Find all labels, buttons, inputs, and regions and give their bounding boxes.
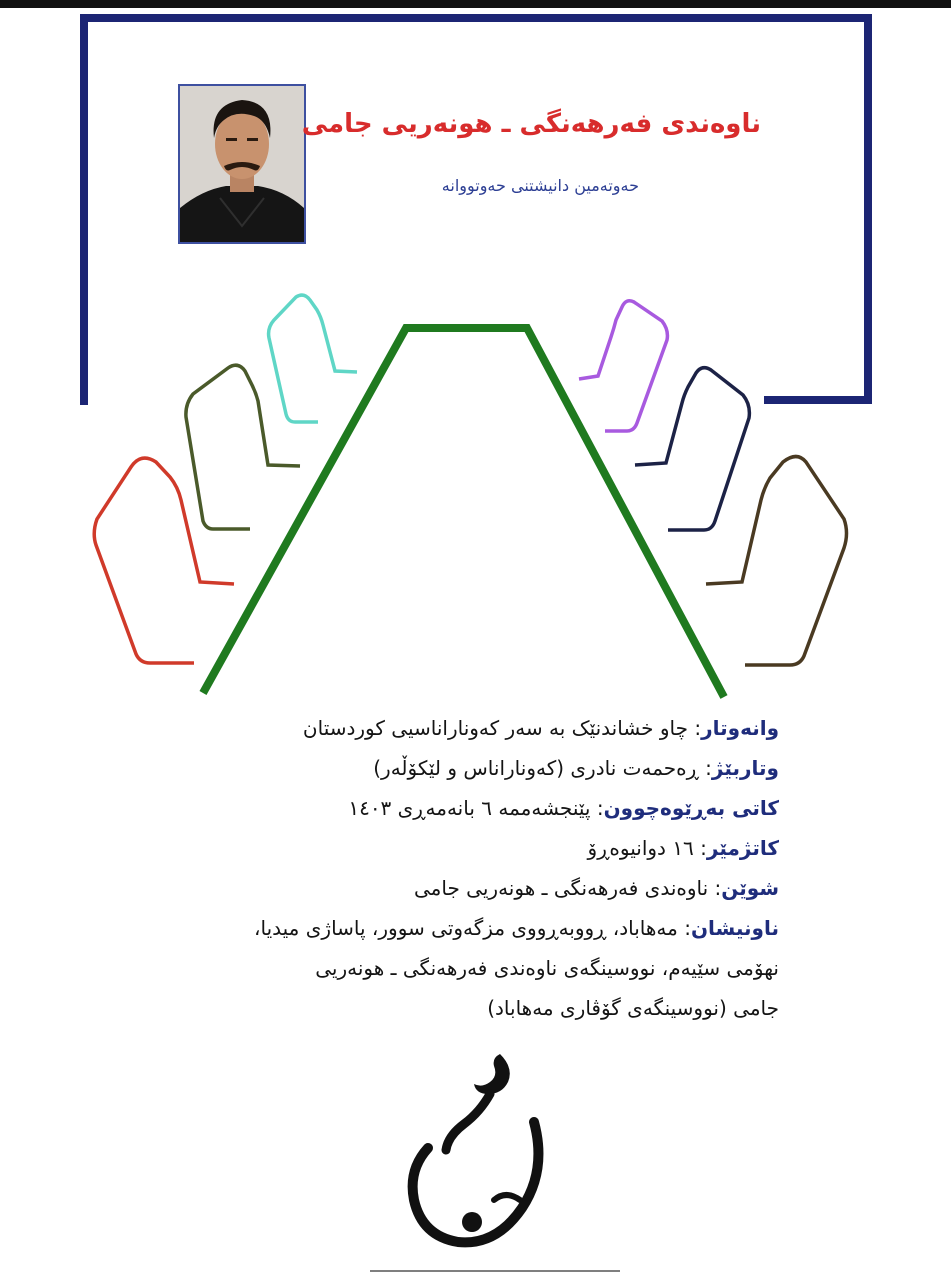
- chair-left-3: [269, 295, 357, 422]
- detail-date: [159, 788, 779, 828]
- chair-left-2: [186, 365, 300, 529]
- lecture-value: : چاو خشاندنێک بە سەر کەوناراناسیی کوردستان: [302, 716, 702, 740]
- event-details: [159, 708, 779, 1028]
- table-outline: [203, 328, 724, 697]
- chair-right-2: [635, 368, 749, 530]
- speaker-value: : ڕەحمەت نادری (کەوناراناس و لێکۆڵەر): [373, 756, 712, 780]
- chair-right-1: [579, 301, 667, 431]
- venue-value: : ناوەندی فەرهەنگی ـ هونەریی جامی: [413, 876, 722, 900]
- venue-label: شوێن: [721, 876, 779, 900]
- address-value: : مەهاباد، ڕووبەڕووی مزگەوتی سوور، پاساژی میدیا،: [254, 916, 691, 940]
- lecture-label: وانەوتار: [701, 716, 779, 740]
- detail-address: [159, 908, 779, 948]
- speaker-photo: [178, 84, 306, 244]
- speaker-label: وتاربێژ: [711, 756, 779, 780]
- detail-lecture: [159, 708, 779, 748]
- page-subtitle: حەوتەمین دانیشتنی حەوتووانە: [441, 176, 639, 195]
- address-label: ناونیشان: [690, 916, 779, 940]
- date-value: : پێنجشەممە ٦ بانەمەڕی ١٤٠٣: [348, 796, 604, 820]
- date-label: کاتی بەڕێوەچوون: [603, 796, 779, 820]
- detail-address-line-2: نهۆمی سێیەم، نووسینگەی ناوەندی فەرهەنگی ـ هونەریی: [315, 956, 779, 980]
- page-title: ناوەندی فەرهەنگی ـ هونەریی جامی: [301, 109, 761, 139]
- detail-speaker: [159, 748, 779, 788]
- jami-logo: [402, 1050, 552, 1260]
- detail-venue: [159, 868, 779, 908]
- time-value: : ١٦ دوانیوەڕۆ: [587, 836, 707, 860]
- chair-left-1: [94, 458, 234, 663]
- detail-address-line-3: جامی (نووسینگەی گۆڤاری مەهاباد): [487, 996, 779, 1020]
- detail-time: [159, 828, 779, 868]
- bottom-rule: [370, 1270, 620, 1272]
- time-label: کاتژمێر: [706, 836, 779, 860]
